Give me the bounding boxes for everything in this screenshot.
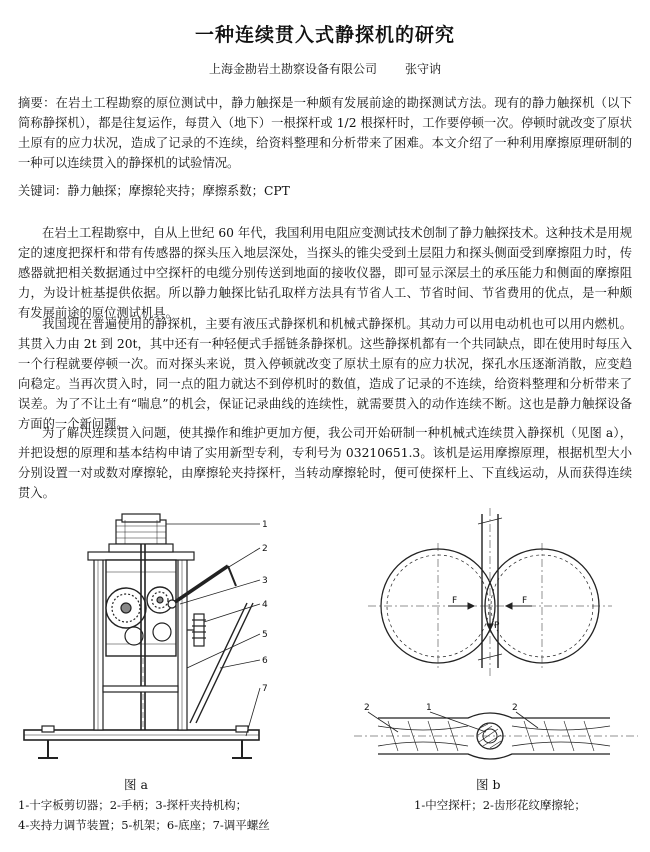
keywords: 关键词：静力触探；摩擦轮夹持；摩擦系数；CPT xyxy=(18,184,290,198)
body-paragraph-2: 我国现在普遍使用的静探机，主要有液压式静探机和机械式静探机。其动力可以用电动机也可以用内燃机。其贯入力由 2t 到 20t，其中还有一种轻便式手摇链条静探机。这些静探机都有一个共同缺点，即在使用时每压入一个行程就要停顿一次。而对探头来说，贯入停顿就改变了原状土原有的应力状况，探孔水压逐渐消散，应变趋向稳定。当再次贯入时，同一点的阻力就达不到停机时的数值，造成了记录的不连续，给资料整理和分析带来了误差。为了不让土有“喘息”的机会，保证记录曲线的连续性，就需要贯入的动作连续不断。这也是静力触探设备方面的一个新问题。 xyxy=(18,317,632,431)
figure-a-legend xyxy=(18,795,270,835)
author-name: 张守讷 xyxy=(405,62,442,76)
fig-b-callout-1: 1 xyxy=(426,703,432,713)
abstract: 摘要：在岩土工程勘察的原位测试中，静力触探是一种颇有发展前途的勘探测试方法。现有的静力触探机（以下简称静探机），都是往复运作，每贯入（地下）一根探杆或 1/2 根探杆时，工作要停顿一次。停顿时就改变了原状土原有的应力状况，造成了记录的不连续，给资料整理和分析带来了困难。本文介绍了一种利用摩擦原理研制的一种可以连续贯入的静探机的试验情况。 xyxy=(18,96,632,170)
fig-a-callout-3: 3 xyxy=(262,576,268,586)
fig-a-callout-2: 2 xyxy=(262,544,268,554)
author-line xyxy=(0,60,650,77)
body-paragraph-3: 为了解决连续贯入问题，使其操作和维护更加方便，我公司开始研制一种机械式连续贯入静探机（见图 a），并把设想的原理和基本结构申请了实用新型专利，专利号为 03210651.3。该机是运用摩擦原理，根据机型大小分别设置一对或数对摩擦轮，由摩擦轮夹持探杆，当转动摩擦轮时，便可使探杆上、下直线运动，从而获得连续贯入。 xyxy=(18,426,632,500)
fig-b-center-label: P xyxy=(494,621,500,631)
figure-a-legend-line-2: 4-夹持力调节装置；5-机架；6-底座；7-调平螺丝 xyxy=(18,818,270,832)
paper-title: 一种连续贯入式静探机的研究 xyxy=(194,24,455,46)
fig-b-force-right: F xyxy=(522,596,528,606)
figure-a-caption: 图 a xyxy=(124,777,148,792)
fig-a-callout-4: 4 xyxy=(262,600,268,610)
fig-b-callout-2-left: 2 xyxy=(364,703,370,713)
figure-b-caption: 图 b xyxy=(476,777,501,792)
affiliation: 上海金勘岩土勘察设备有限公司 xyxy=(208,62,377,76)
body-paragraph-1: 在岩土工程勘察中，自从上世纪 60 年代，我国利用电阻应变测试技术创制了静力触探技术。这种技术是用规定的速度把探杆和带有传感器的探头压入地层深处，当探头的锥尖受到土层阻力和探头侧面受到摩擦阻力时，传感器就把相关数据通过中空探杆的电缆分别传送到地面的接收仪器，即可显示深层土的承压能力和侧面的摩擦阻力，为设计桩基提供依据。所以静力触探比钻孔取样方法具有节省人工、节省时间、节省费用的优点，是一种颇有发展前途的原位测试机具。 xyxy=(18,226,632,320)
fig-b-callout-2-right: 2 xyxy=(512,703,518,713)
fig-b-force-left: F xyxy=(452,596,458,606)
fig-a-callout-5: 5 xyxy=(262,630,268,640)
figure-a-drawing xyxy=(14,508,314,773)
fig-a-callout-1: 1 xyxy=(262,520,268,530)
figure-b-legend: 1-中空探杆；2-齿形花纹摩擦轮； xyxy=(414,798,586,812)
fig-a-callout-7: 7 xyxy=(262,684,268,694)
fig-a-callout-6: 6 xyxy=(262,656,268,666)
figure-a-legend-line-1: 1-十字板剪切器；2-手柄；3-探杆夹持机构； xyxy=(18,798,248,812)
figure-b-drawing xyxy=(348,508,644,773)
